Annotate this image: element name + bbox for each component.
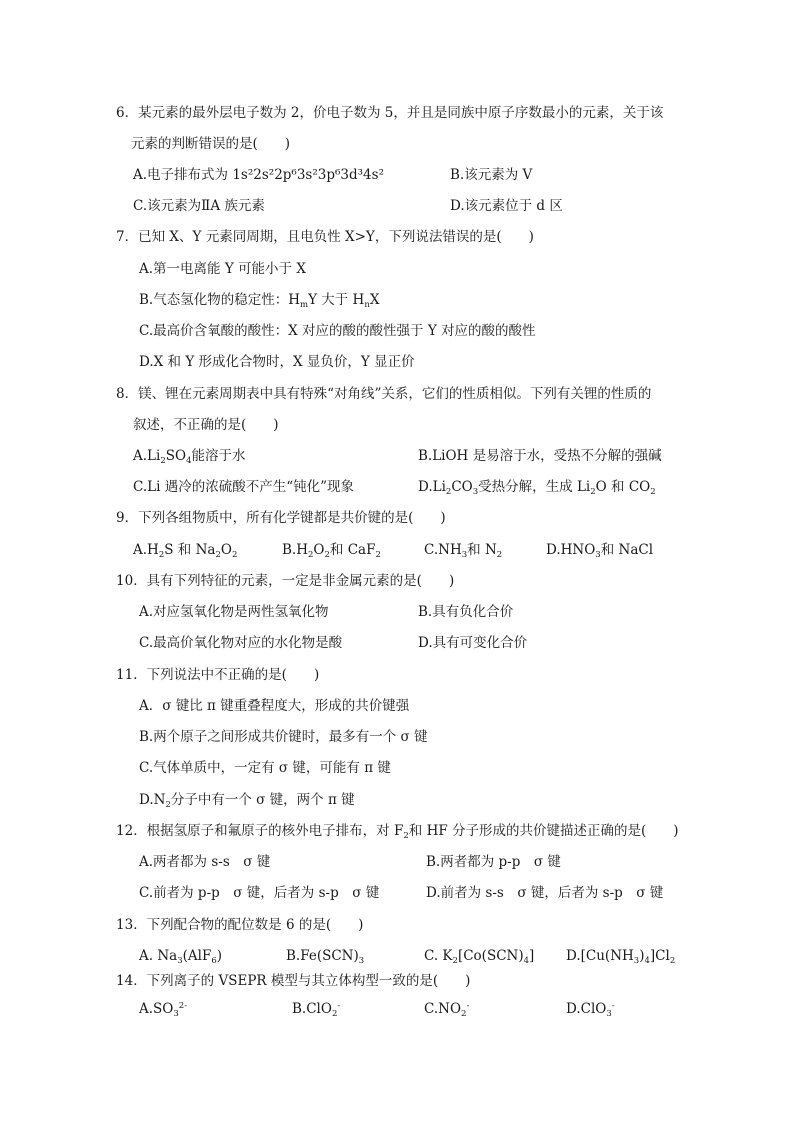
option-a: A.电子排布式为 1s²2s²2p⁶3s²3p⁶3d³4s² bbox=[133, 167, 384, 183]
question-number: 8 bbox=[116, 386, 125, 402]
question-stem: 9．下列各组物质中，所有化学键都是共价键的是( ) bbox=[116, 510, 446, 526]
option-b: B.两个原子之间形成共价键时，最多有一个 σ 键 bbox=[139, 729, 428, 745]
option-a: A.第一电离能 Y 可能小于 X bbox=[139, 261, 306, 277]
option-c: C.Li 遇冷的浓硫酸不产生“钝化”现象 bbox=[133, 479, 355, 495]
option-c: C.气体单质中，一定有 σ 键，可能有 π 键 bbox=[139, 760, 391, 776]
option-d: D.该元素位于 d 区 bbox=[450, 198, 563, 214]
question-stem-continued: 叙述，不正确的是( ) bbox=[133, 417, 279, 433]
option-c: $C.NO_2^-$ bbox=[424, 1001, 470, 1019]
question-stem: 12．根据氢原子和氟原子的核外电子排布，对 $F_2$和 HF 分子形成的共价键描述正确的是( ) bbox=[116, 823, 679, 841]
question-stem: 6．某元素的最外层电子数为 2，价电子数为 5，并且是同族中原子序数最小的元素，关于该 bbox=[116, 105, 664, 121]
question-stem: 11．下列说法中不正确的是( ) bbox=[116, 667, 320, 683]
option-c: C.最高价氧化物对应的水化物是酸 bbox=[139, 635, 343, 651]
option-c: C. $K_2[Co(SCN)_4]$ bbox=[424, 948, 535, 966]
question-stem: 10．具有下列特征的元素，一定是非金属元素的是( ) bbox=[116, 573, 455, 589]
option-b: B.该元素为 V bbox=[450, 167, 533, 183]
option-c: C.最高价含氧酸的酸性：X 对应的酸的酸性强于 Y 对应的酸的酸性 bbox=[139, 323, 536, 339]
option-a: A.对应氢氧化物是两性氢氧化物 bbox=[139, 604, 329, 620]
question-stem: 8．镁、锂在元素周期表中具有特殊“对角线”关系，它们的性质相似。下列有关锂的性质的 bbox=[116, 386, 652, 402]
question-number: 10 bbox=[116, 573, 134, 589]
option-a: $A.SO_3^{2-}$ bbox=[139, 1001, 188, 1019]
question-number: 11 bbox=[116, 667, 134, 683]
question-number: 12 bbox=[116, 823, 134, 839]
question-number: 7 bbox=[116, 229, 125, 245]
question-stem: 14．下列离子的 VSEPR 模型与其立体构型一致的是( ) bbox=[116, 973, 471, 989]
question-stem: 7．已知 X、Y 元素同周期，且电负性 X>Y，下列说法错误的是( ) bbox=[116, 229, 534, 245]
option-d: D.ClO$_3$- bbox=[566, 1001, 615, 1019]
option-d: $D.Li_2CO_3$受热分解，生成 $Li_2O$ 和 $CO_2$ bbox=[418, 479, 656, 497]
option-b: B.两者都为 p-p σ 键 bbox=[426, 854, 561, 870]
question-number: 13 bbox=[116, 917, 134, 933]
question-number: 14 bbox=[116, 973, 134, 989]
option-a: $A.Li_2SO_4$能溶于水 bbox=[133, 448, 246, 466]
question-number: 9 bbox=[116, 510, 125, 526]
option-c: C.该元素为ⅡA 族元素 bbox=[133, 198, 265, 214]
question-stem: 13．下列配合物的配位数是 6 的是( ) bbox=[116, 917, 364, 933]
option-a: $A.H_2S$ 和 $Na_2O_2$ bbox=[133, 542, 238, 560]
option-d: $D.[Cu(NH_3)_4]Cl_2$ bbox=[566, 948, 676, 966]
option-d: $D.N_2$分子中有一个 σ 键，两个 π 键 bbox=[139, 792, 355, 810]
question-number: 6 bbox=[116, 105, 125, 121]
option-b: B.气态氢化物的稳定性：$H_mY$ 大于 $H_nX$ bbox=[139, 292, 380, 310]
option-c: $C.NH_3$和 $N_2$ bbox=[424, 542, 503, 560]
option-d: D.前者为 s-s σ 键，后者为 s-p σ 键 bbox=[426, 885, 664, 901]
option-b: B.ClO$_2$- bbox=[292, 1001, 341, 1019]
option-c: C.前者为 p-p σ 键，后者为 s-p σ 键 bbox=[139, 885, 380, 901]
option-b: $B.Fe(SCN)_3$ bbox=[286, 948, 365, 966]
option-b: B.LiOH 是易溶于水，受热不分解的强碱 bbox=[418, 448, 662, 464]
question-stem-continued: 元素的判断错误的是( ) bbox=[131, 136, 291, 152]
option-d: D.X 和 Y 形成化合物时，X 显负价，Y 显正价 bbox=[139, 354, 415, 370]
option-b: $B.H_2O_2$和 CaF$_2$ bbox=[282, 542, 381, 560]
option-d: $D.HNO_3$和 NaCl bbox=[546, 542, 654, 560]
option-a: A.两者都为 s-s σ 键 bbox=[139, 854, 271, 870]
option-a: A. $Na_3(AlF_6)$ bbox=[139, 948, 223, 966]
option-d: D.具有可变化合价 bbox=[418, 635, 528, 651]
option-a: A．σ 键比 π 键重叠程度大，形成的共价键强 bbox=[139, 698, 410, 714]
option-b: B.具有负化合价 bbox=[418, 604, 514, 620]
